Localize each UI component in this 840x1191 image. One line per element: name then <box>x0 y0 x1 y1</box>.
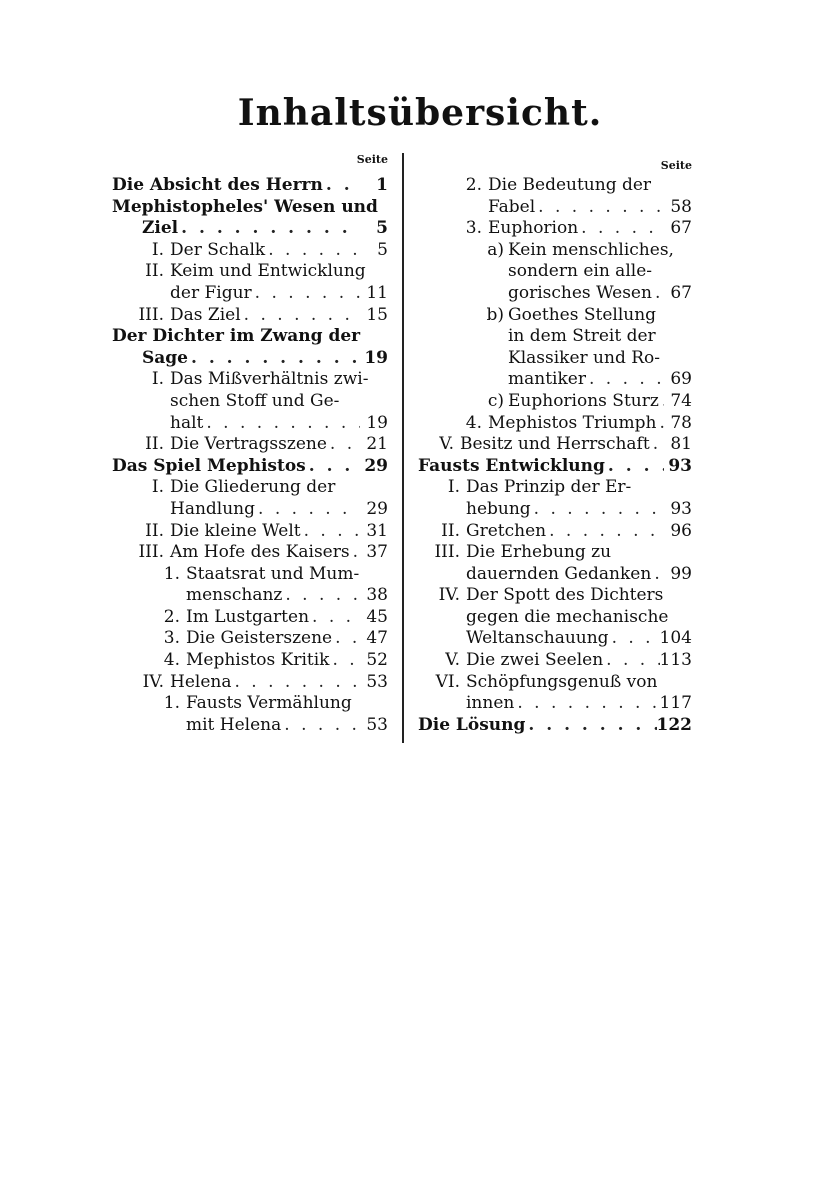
toc-entry: 4. Mephistos Triumph . . . 78 <box>418 413 692 435</box>
toc-entry: Fausts Entwicklung . . . 93 <box>418 456 692 478</box>
toc-entry: Der Dichter im Zwang der <box>112 326 361 347</box>
toc-entry: II. Die kleine Welt . . . 31 <box>112 521 388 543</box>
toc-entry: Die Lösung . . . 122 <box>418 715 692 737</box>
toc-entry: III. Das Ziel . . . 15 <box>112 305 388 327</box>
toc-entry: mit Helena . . . 53 <box>112 715 388 737</box>
toc-entry: VI. Schöpfungsgenuß von <box>435 671 658 692</box>
toc-entry: gorisches Wesen . . . 67 <box>418 283 692 305</box>
toc-entry: schen Stoff und Ge- <box>170 390 340 411</box>
toc-entry: Klassiker und Ro- <box>508 347 661 368</box>
toc-entry: 2. Die Bedeutung der <box>465 175 652 195</box>
toc-entry: der Figur . . . 11 <box>112 283 388 305</box>
toc-entry: II. Die Vertragsszene . . . 21 <box>112 434 388 456</box>
toc-entry: 4. Mephistos Kritik . . . 52 <box>112 650 388 672</box>
toc-entry: IV. Der Spott des Dichters <box>438 585 664 606</box>
toc-entry: I. Die Gliederung der <box>151 477 336 498</box>
toc-entry: II. Gretchen . . . 96 <box>418 521 692 543</box>
toc-entry: halt . . . 19 <box>112 413 388 435</box>
toc-entry: Fabel . . . 58 <box>418 197 692 219</box>
toc-entry: b) Goethes Stellung <box>486 304 657 325</box>
toc-entry: menschanz . . . 38 <box>112 585 388 607</box>
toc-column-right <box>418 153 692 736</box>
column-divider <box>402 153 404 743</box>
toc-entry: innen . . . 117 <box>418 693 692 715</box>
toc-entry: Sage . . . 19 <box>112 348 388 370</box>
toc-entry: 3. Euphorion . . . 67 <box>418 218 692 240</box>
seite-header: Seite <box>356 153 388 166</box>
toc-column-left <box>112 153 388 736</box>
toc-entry: 2. Im Lustgarten . . . 45 <box>112 607 388 629</box>
toc-entry: V. Die zwei Seelen . . . 113 <box>418 650 692 672</box>
toc-entry: Weltanschauung . . . 104 <box>418 628 692 650</box>
toc-entry: III. Am Hofe des Kaisers . . . 37 <box>112 542 388 564</box>
toc-entry: 3. Die Geisterszene . . . 47 <box>112 628 388 650</box>
toc-entry: 1. Fausts Vermählung <box>163 693 352 714</box>
toc-entry: Die Absicht des Herrn . . . 1 <box>112 175 388 197</box>
toc-entry: V. Besitz und Herrschaft . . . 81 <box>418 434 692 456</box>
seite-header: Seite <box>660 159 692 172</box>
toc-entry: c) Euphorions Sturz . . . 74 <box>418 391 692 413</box>
toc-entry: hebung . . . 93 <box>418 499 692 521</box>
toc-entry: Das Spiel Mephistos . . . 29 <box>112 456 388 478</box>
toc-entry: Mephistopheles' Wesen und <box>112 196 378 217</box>
toc-entry: Ziel . . . 5 <box>112 218 388 240</box>
toc-entry: sondern ein alle- <box>508 261 652 282</box>
toc-entry: a) Kein menschliches, <box>487 239 674 260</box>
toc-entry: gegen die mechanische <box>466 606 669 627</box>
toc-entry: I. Das Prinzip der Er- <box>447 477 632 498</box>
toc-entry: IV. Helena . . . 53 <box>112 672 388 694</box>
toc-entry: mantiker . . . 69 <box>418 369 692 391</box>
toc-entry: 1. Staatsrat und Mum- <box>163 563 360 584</box>
toc-entry: dauernden Gedanken . . . 99 <box>418 564 692 586</box>
toc-entry: III. Die Erhebung zu <box>434 542 612 563</box>
toc-entry: in dem Streit der <box>508 326 656 347</box>
toc-entry: II. Keim und Entwicklung <box>145 261 366 282</box>
page-title: Inhaltsübersicht. <box>237 92 603 134</box>
toc-entry: Handlung . . . 29 <box>112 499 388 521</box>
toc-entry: I. Der Schalk . . . 5 <box>112 240 388 262</box>
toc-entry: I. Das Mißverhältnis zwi- <box>151 369 369 390</box>
